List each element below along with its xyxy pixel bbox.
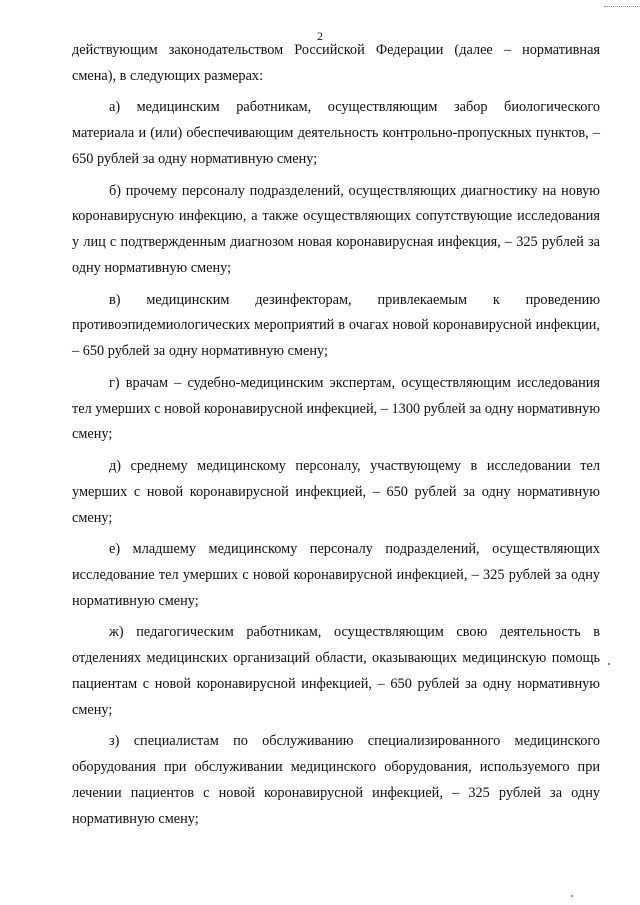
paragraph-intro: действующим законодательством Российской Федерации (далее – нормативная смена), в следующих размерах: (72, 42, 600, 84)
paragraph-item-g: г) врачам – судебно-медицинским экспертам, осуществляющим исследования тел умерших с новой коронавирусной инфекцией, – 1300 рублей за одну нормативную смену; (72, 374, 600, 443)
scan-corner-mark (604, 0, 640, 7)
scan-speck (608, 663, 610, 665)
page-number: 2 (317, 29, 323, 43)
paragraph-item-a: а) медицинским работникам, осуществляющим забор биологического материала и (или) обеспечивающим деятельность контрольно-пропускных пунктов, – 650 рублей за одну нормативную смену; (72, 99, 600, 167)
paragraph-item-b: б) прочему персоналу подразделений, осуществляющих диагностику на новую коронавирусную инфекцию, а также осуществляющих сопутствующие исследования у лиц с подтвержденным диагнозом новая коронавирусная инфекция, – 325 рублей за одну нормативную смену; (72, 182, 600, 276)
paragraph-item-v: в) медицинским дезинфекторам, привлекаемым к проведению противоэпидемиологических мероприятий в очагах новой коронавирусной инфекции, – 650 рублей за одну нормативную смену; (72, 291, 600, 360)
paragraph-item-zh: ж) педагогическим работникам, осуществляющим свою деятельность в отделениях медицинских организаций области, оказывающих медицинскую помощь пациентам с новой коронавирусной инфекцией, – 650 рублей за одну нормативную смену; (72, 624, 600, 718)
paragraph-item-d: д) среднему медицинскому персоналу, участвующему в исследовании тел умерших с новой коронавирусной инфекцией, – 650 рублей за одну нормативную смену; (72, 457, 600, 526)
scan-speck (571, 895, 573, 897)
paragraph-item-z: з) специалистам по обслуживанию специализированного медицинского оборудования при обслуживании медицинского оборудования, используемого при лечении пациентов с новой коронавирусной инфекцией, – 325 рублей за одну нормативную смену; (72, 733, 600, 827)
document-body (72, 38, 600, 838)
paragraph-item-e: е) младшему медицинскому персоналу подразделений, осуществляющих исследование тел умерших с новой коронавирусной инфекцией, – 325 рублей за одну нормативную смену; (72, 541, 600, 609)
